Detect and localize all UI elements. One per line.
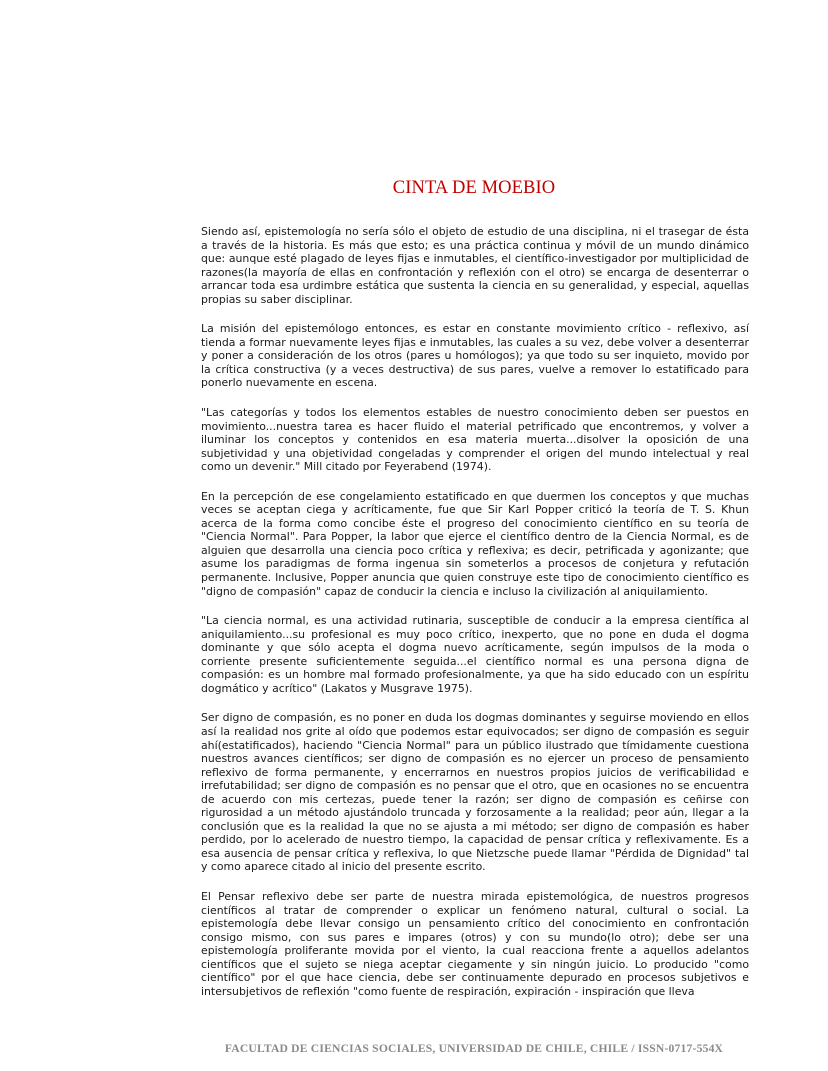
paragraph-1: Siendo así, epistemología no sería sólo el objeto de estudio de una disciplina, ni el trasegar de ésta a través de la historia. Es más que esto; es una práctica continua y móvil de un mundo dinámico que: aunque esté plagado de leyes fijas e inmutables, el científico-investigador por multiplicidad de razones(la mayoría de ellas en confrontación y reflexión con el otro) se encarga de desenterrar o arrancar toda esa urdimbre estática que sustenta la ciencia en su generalidad, y especial, aquellas propias su saber disciplinar. <box>201 225 749 306</box>
paragraph-popper: En la percepción de ese congelamiento estatificado en que duermen los conceptos y que muchas veces se aceptan ciega y acríticamente, fue que Sir Karl Popper criticó la teoría de T. S. Khun acerca de la forma como concibe éste el progreso del conocimiento científico en su teoría de "Ciencia Normal". Para Popper, la labor que ejerce el científico dentro de la Ciencia Normal, es de alguien que desarrolla una ciencia poco crítica y reflexiva; es decir, petrificada y agonizante; que asume los paradigmas de forma ingenua sin someterlos a procesos de conjetura y refutación permanente. Inclusive, Popper anuncia que quien construye este tipo de conocimiento científico es "digno de compasión" capaz de conducir la ciencia e incluso la civilización al aniquilamiento. <box>201 489 749 598</box>
quote-paragraph-lakatos: "La ciencia normal, es una actividad rutinaria, susceptible de conducir a la empresa científica al aniquilamiento...su profesional es muy poco crítico, inexperto, que no pone en duda el dogma dominante y que sólo acepta el dogma nuevo acríticamente, según impulsos de la moda o corriente presente suficientemente seguida...el científico normal es una persona digna de compasión: es un hombre mal formado profesionalmente, ya que ha sido educado con un espíritu dogmático y acrítico" (Lakatos y Musgrave 1975). <box>201 614 749 695</box>
article-body <box>201 225 749 1014</box>
page-title: CINTA DE MOEBIO <box>392 178 556 198</box>
paragraph-2: La misión del epistemólogo entonces, es estar en constante movimiento crítico - reflexivo, así tienda a formar nuevamente leyes fijas e inmutables, las cuales a su vez, debe volver a desenterrar y poner a consideración de los otros (pares u homólogos); ya que todo su ser inquieto, movido por la crítica constructiva (y a veces destructiva) de sus pares, vuelve a remover lo estatificado para ponerlo nuevamente en escena. <box>201 322 749 390</box>
paragraph-pensar-reflexivo: El Pensar reflexivo debe ser parte de nuestra mirada epistemológica, de nuestros progresos científicos al tratar de comprender o explicar un fenómeno natural, cultural o social. La epistemología debe llevar consigo un pensamiento crítico del conocimiento en confrontación consigo mismo, con sus pares e impares (otros) y con su mundo(lo otro); debe ser una epistemología proliferante movida por el viento, la cual reacciona frente a aquellos adelantos científicos que el sujeto se niega aceptar ciegamente y sin ningún juicio. Lo producido "como científico" por el que hace ciencia, debe ser continuamente depurado en procesos subjetivos e intersubjetivos de reflexión "como fuente de respiración, expiración - inspiración que lleva <box>201 889 749 998</box>
quote-paragraph-mill: "Las categorías y todos los elementos estables de nuestro conocimiento deben ser puestos en movimiento...nuestra tarea es hacer fluido el material petrificado que encontremos, y volver a iluminar los conceptos y contenidos en esa materia muerta...disolver la oposición de una subjetividad y una objetividad congeladas y comprender el origen del mundo intelectual y real como un devenir." Mill citado por Feyerabend (1974). <box>201 406 749 474</box>
page-footer: FACULTAD DE CIENCIAS SOCIALES, UNIVERSIDAD DE CHILE, CHILE / ISSN-0717-554X <box>224 1042 724 1055</box>
paragraph-digno-de-compasion: Ser digno de compasión, es no poner en duda los dogmas dominantes y seguirse moviendo en ellos así la realidad nos grite al oído que podemos estar equivocados; ser digno de compasión es seguir ahí(estatificados), haciendo "Ciencia Normal" para un público ilustrado que tímidamente cuestiona nuestros avances científicos; ser digno de compasión es no ejercer un proceso de pensamiento reflexivo de forma permanente, y encerrarnos en nuestros propios juicios de verificabilidad e irrefutabilidad; ser digno de compasión es no pensar que el otro, que en ocasiones no se encuentra de acuerdo con mis certezas, puede tener la razón; ser digno de compasión es ceñirse con rigurosidad a un método ajustándolo truncada y forzosamente a la realidad; peor aún, llegar a la conclusión que es la realidad la que no se ajusta a mi método; ser digno de compasión es haber perdido, por lo acelerado de nuestro tiempo, la capacidad de pensar crítica y reflexivamente. Es a esa ausencia de pensar crítica y reflexiva, lo que Nietzsche puede llamar "Pérdida de Dignidad" tal y como aparece citado al inicio del presente escrito. <box>201 711 749 874</box>
